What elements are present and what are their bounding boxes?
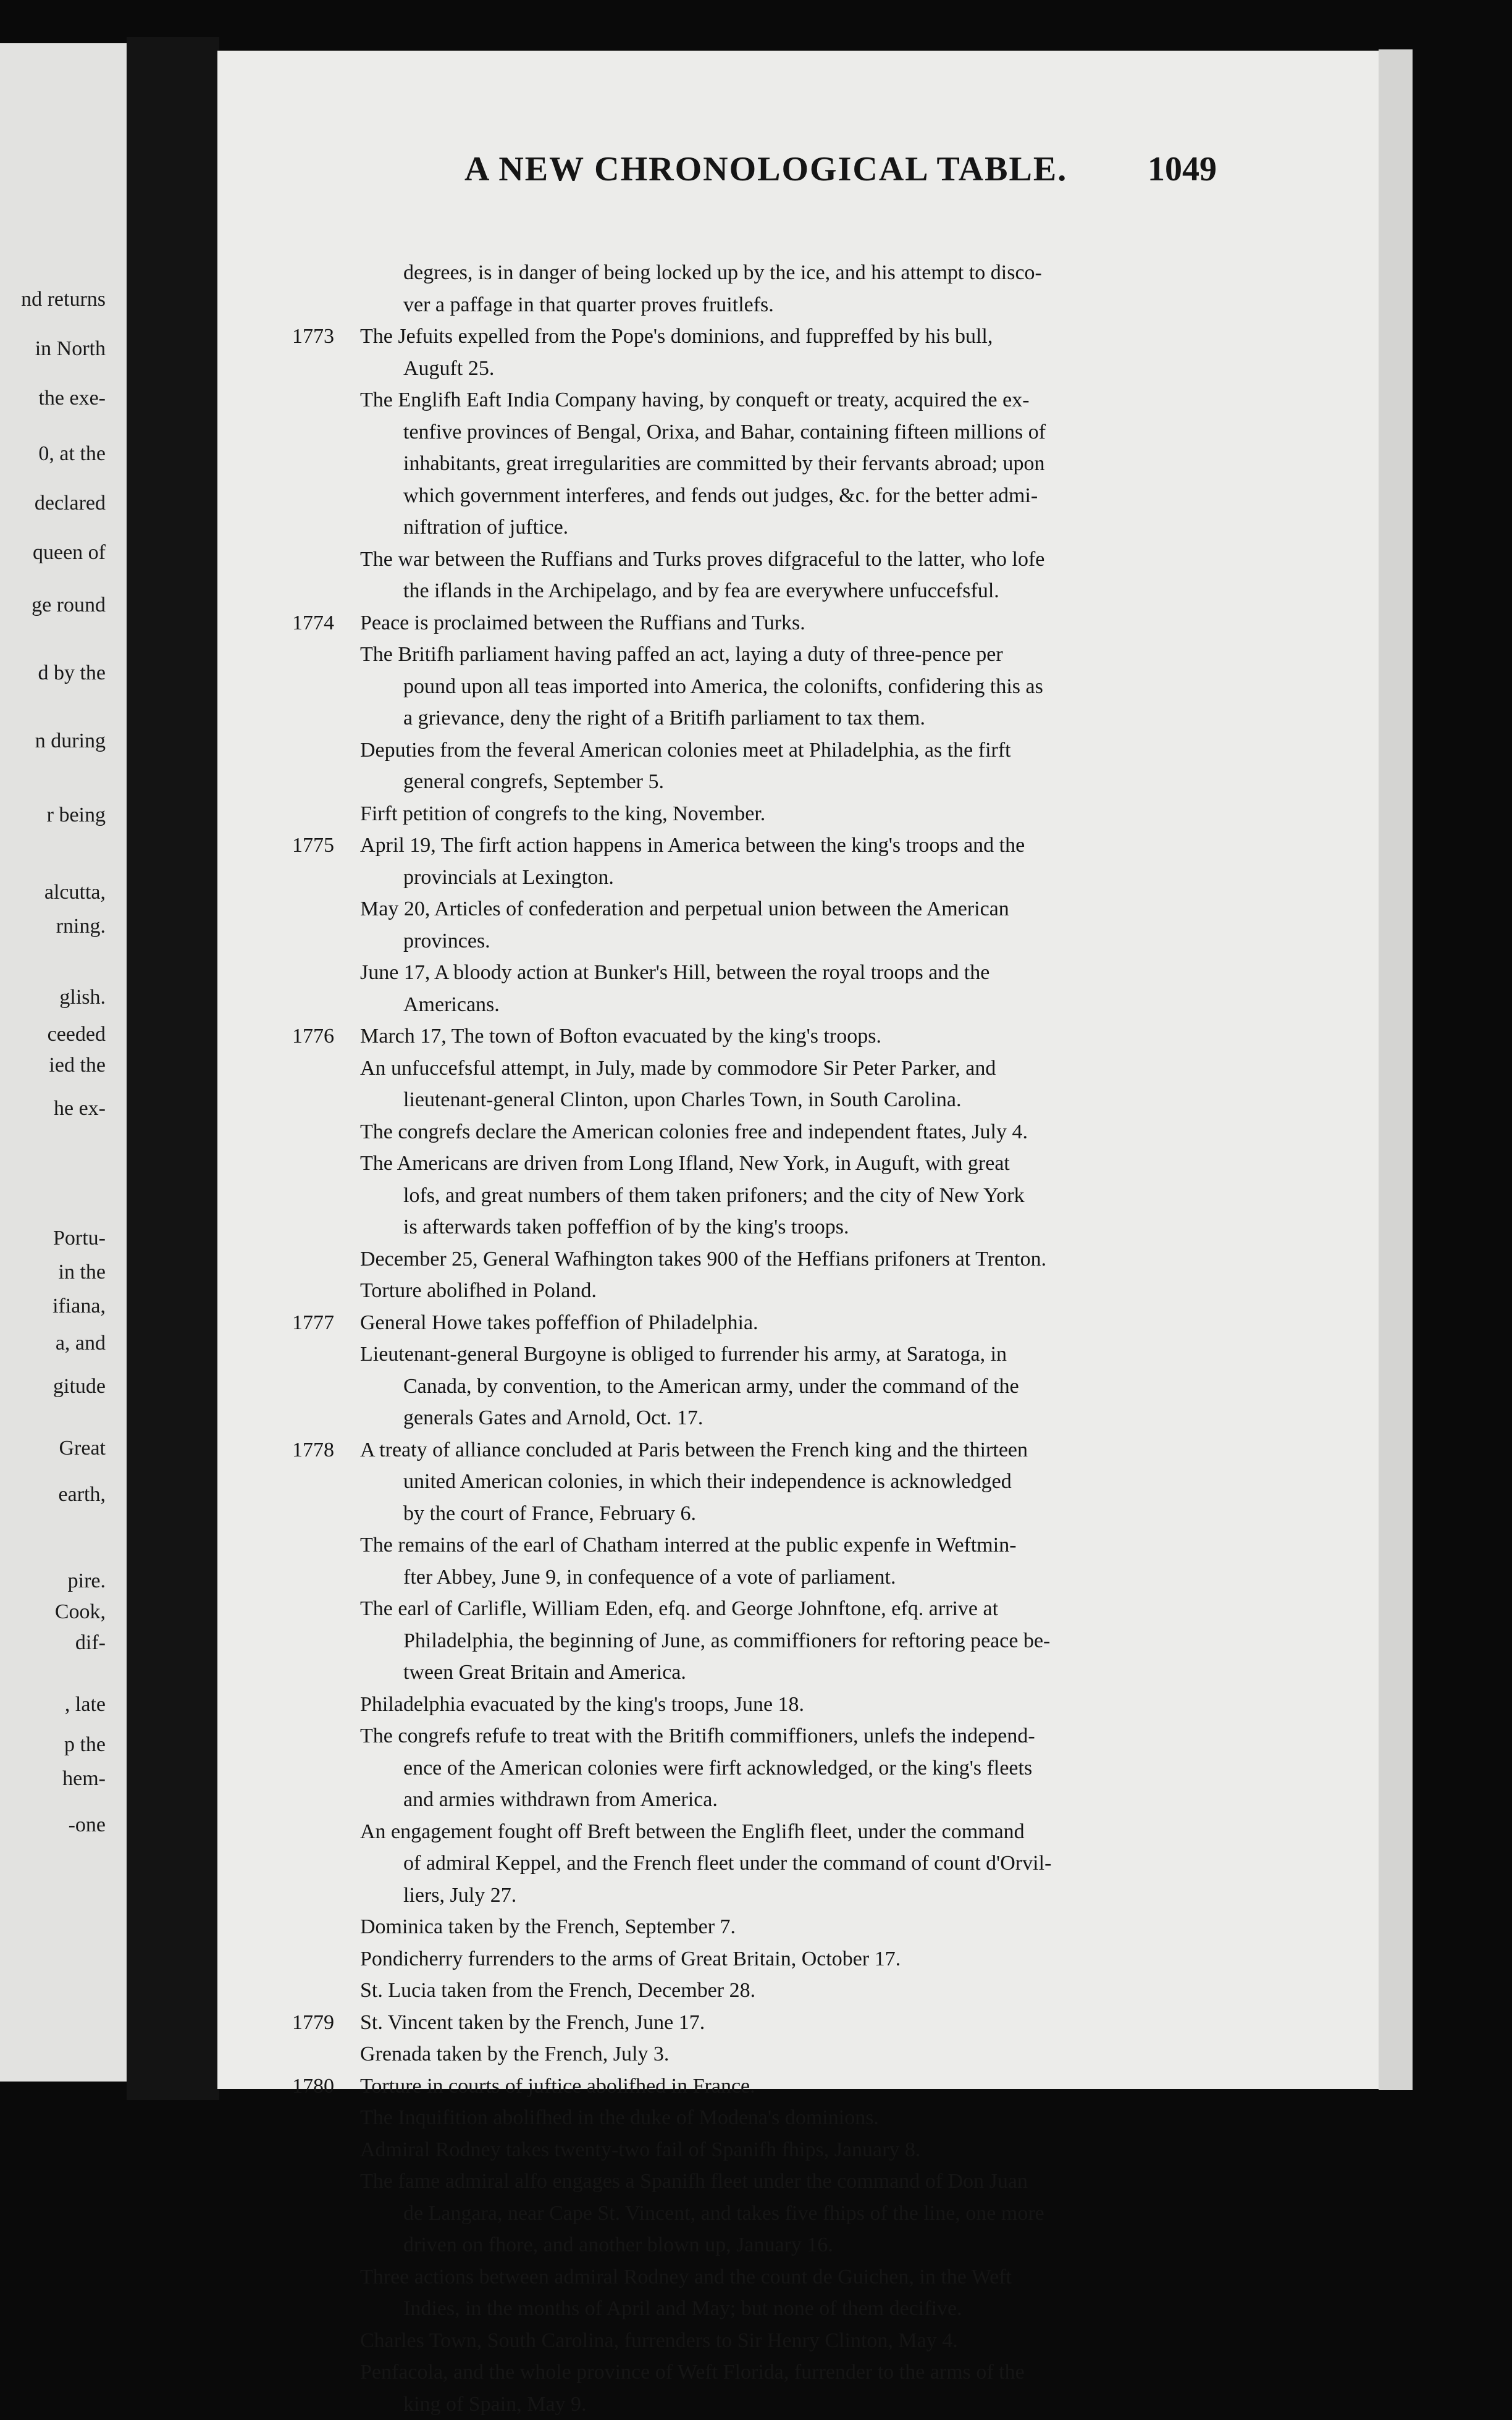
entry-text: lieutenant-general Clinton, upon Charles Town, in South Carolina. — [403, 1084, 962, 1116]
year-label: 1776 — [292, 1020, 334, 1052]
chronology-line — [295, 2261, 1234, 2293]
entry-text: The remains of the earl of Chatham interred at the public expenfe in Weftmin- — [360, 1529, 1017, 1561]
facing-page-text: in North — [35, 337, 106, 361]
entry-text: The congrefs declare the American colonies free and independent ftates, July 4. — [360, 1116, 1028, 1148]
chronology-line — [295, 416, 1234, 448]
facing-page-text: ied the — [49, 1053, 106, 1078]
entry-text: degrees, is in danger of being locked up by the ice, and his attempt to disco- — [403, 257, 1042, 289]
chronology-line — [295, 702, 1234, 734]
entry-text: St. Lucia taken from the French, December 28. — [360, 1975, 755, 2007]
entry-text: Admiral Rodney takes twenty-two fail of Spanifh fhips, January 8. — [360, 2134, 920, 2166]
entry-text: Auguft 25. — [403, 353, 494, 385]
year-label: 1777 — [292, 1307, 334, 1339]
chronology-line — [295, 957, 1234, 989]
chronology-line — [295, 257, 1234, 289]
chronology-line — [295, 2293, 1234, 2325]
facing-page-text: gitude — [53, 1374, 106, 1399]
chronology-line — [295, 1689, 1234, 1721]
facing-page-text: a, and — [56, 1331, 106, 1356]
facing-page-text: rning. — [56, 914, 106, 939]
facing-page-text: queen of — [33, 540, 106, 565]
chronology-line — [295, 2198, 1234, 2230]
year-label: 1775 — [292, 830, 334, 862]
page-number: 1049 — [1148, 149, 1217, 189]
chronology-text — [295, 257, 1234, 2420]
chronology-line — [295, 1657, 1234, 1689]
chronology-line — [295, 734, 1234, 767]
chronology-line — [295, 2166, 1234, 2198]
chronology-line — [295, 1275, 1234, 1307]
chronology-line — [295, 1847, 1234, 1880]
entry-text: The Americans are driven from Long Ifland, New York, in Auguft, with great — [360, 1148, 1010, 1180]
facing-page-text: , late — [65, 1692, 106, 1717]
entry-text: December 25, General Wafhington takes 900 of the Heffians prifoners at Trenton. — [360, 1243, 1046, 1275]
entry-text: tenfive provinces of Bengal, Orixa, and Bahar, containing fifteen millions of — [403, 416, 1046, 448]
chronology-line — [295, 575, 1234, 607]
year-label: 1778 — [292, 1434, 334, 1466]
entry-text: and armies withdrawn from America. — [403, 1784, 718, 1816]
chronology-line — [295, 2134, 1234, 2166]
chronology-line — [295, 1593, 1234, 1625]
facing-page-text: p the — [64, 1733, 106, 1757]
chronology-line — [295, 2070, 1234, 2103]
chronology-line — [295, 321, 1234, 353]
entry-text: June 17, A bloody action at Bunker's Hill, between the royal troops and the — [360, 957, 989, 989]
facing-page-text: n during — [35, 729, 106, 754]
facing-page-text: Cook, — [55, 1600, 106, 1624]
entry-text: Americans. — [403, 989, 500, 1021]
chronology-line — [295, 511, 1234, 544]
chronology-line — [295, 1211, 1234, 1243]
entry-text: Peace is proclaimed between the Ruffians and Turks. — [360, 607, 805, 639]
chronology-line — [295, 1784, 1234, 1816]
facing-page-fragment — [0, 43, 127, 2082]
entry-text: niftration of juftice. — [403, 511, 568, 544]
chronology-line — [295, 607, 1234, 639]
chronology-line — [295, 480, 1234, 512]
entry-text: St. Vincent taken by the French, June 17. — [360, 2007, 705, 2039]
chronology-line — [295, 1371, 1234, 1403]
entry-text: The congrefs refufe to treat with the Britifh commiffioners, unlefs the independ- — [360, 1720, 1035, 1752]
chronology-line — [295, 1975, 1234, 2007]
chronology-line — [295, 798, 1234, 830]
chronology-line — [295, 1880, 1234, 1912]
page-edge — [1379, 49, 1413, 2090]
facing-page-text: glish. — [59, 985, 106, 1010]
entry-text: An unfuccefsful attempt, in July, made by commodore Sir Peter Parker, and — [360, 1052, 996, 1085]
chronology-line — [295, 1720, 1234, 1752]
chronology-line — [295, 1911, 1234, 1943]
facing-page-text: declared — [35, 491, 106, 516]
facing-page-text: nd returns — [21, 287, 106, 312]
entry-text: a grievance, deny the right of a Britifh parliament to tax them. — [403, 702, 925, 734]
entry-text: the iflands in the Archipelago, and by fea are everywhere unfuccefsful. — [403, 575, 999, 607]
entry-text: Three actions between admiral Rodney and the count de Guichen, in the Weft — [360, 2261, 1012, 2293]
entry-text: of admiral Keppel, and the French fleet under the command of count d'Orvil- — [403, 1847, 1051, 1880]
facing-page-text: Great — [59, 1436, 106, 1461]
entry-text: provincials at Lexington. — [403, 862, 614, 894]
chronology-line — [295, 1148, 1234, 1180]
facing-page-text: the exe- — [38, 386, 106, 411]
entry-text: General Howe takes poffeffion of Philadelphia. — [360, 1307, 758, 1339]
chronology-line — [295, 1625, 1234, 1657]
entry-text: The Englifh Eaft India Company having, by conqueft or treaty, acquired the ex- — [360, 384, 1030, 416]
chronology-line — [295, 2102, 1234, 2134]
chronology-line — [295, 289, 1234, 321]
facing-page-text: ge round — [32, 593, 106, 618]
entry-text: king of Spain, May 9. — [403, 2388, 587, 2420]
book-gutter — [127, 37, 219, 2100]
facing-page-text: ceeded — [48, 1022, 106, 1047]
year-label: 1780 — [292, 2070, 334, 2103]
entry-text: A treaty of alliance concluded at Paris between the French king and the thirteen — [360, 1434, 1028, 1466]
entry-text: Torture abolifhed in Poland. — [360, 1275, 597, 1307]
entry-text: pound upon all teas imported into America, the colonifts, confidering this as — [403, 671, 1043, 703]
entry-text: The earl of Carlifle, William Eden, efq. and George Johnftone, efq. arrive at — [360, 1593, 998, 1625]
chronology-line — [295, 1466, 1234, 1498]
year-label: 1774 — [292, 607, 334, 639]
facing-page-text: ifiana, — [52, 1294, 106, 1319]
chronology-line — [295, 1816, 1234, 1848]
entry-text: liers, July 27. — [403, 1880, 516, 1912]
chronology-line — [295, 1529, 1234, 1561]
year-label: 1779 — [292, 2007, 334, 2039]
entry-text: Lieutenant-general Burgoyne is obliged to furrender his army, at Saratoga, in — [360, 1338, 1007, 1371]
entry-text: tween Great Britain and America. — [403, 1657, 686, 1689]
entry-text: ver a paffage in that quarter proves fruitlefs. — [403, 289, 774, 321]
page-header — [230, 149, 1217, 201]
entry-text: Indies, in the months of April and May; but none of them decifive. — [403, 2293, 962, 2325]
entry-text: Pondicherry furrenders to the arms of Great Britain, October 17. — [360, 1943, 901, 1975]
entry-text: Philadelphia evacuated by the king's troops, June 18. — [360, 1689, 804, 1721]
chronology-line — [295, 1943, 1234, 1975]
chronology-line — [295, 353, 1234, 385]
chronology-line — [295, 1116, 1234, 1148]
chronology-line — [295, 2007, 1234, 2039]
facing-page-text: dif- — [75, 1631, 106, 1655]
entry-text: which government interferes, and fends out judges, &c. for the better admi- — [403, 480, 1038, 512]
chronology-line — [295, 1307, 1234, 1339]
chronology-line — [295, 2229, 1234, 2261]
chronology-line — [295, 1052, 1234, 1085]
facing-page-text: pire. — [68, 1569, 106, 1594]
chronology-line — [295, 1243, 1234, 1275]
chronology-line — [295, 448, 1234, 480]
entry-text: Penfacola, and the whole province of Weft Florida, furrender to the arms of the — [360, 2356, 1025, 2388]
entry-text: The Britifh parliament having paffed an act, laying a duty of three-pence per — [360, 639, 1003, 671]
chronology-line — [295, 893, 1234, 925]
entry-text: united American colonies, in which their independence is acknowledged — [403, 1466, 1012, 1498]
entry-text: by the court of France, February 6. — [403, 1498, 696, 1530]
facing-page-text: -one — [69, 1813, 106, 1838]
chronology-line — [295, 2356, 1234, 2388]
entry-text: May 20, Articles of confederation and perpetual union between the American — [360, 893, 1009, 925]
facing-page-text: earth, — [59, 1482, 106, 1507]
entry-text: An engagement fought off Breft between the Englifh fleet, under the command — [360, 1816, 1025, 1848]
chronology-line — [295, 1402, 1234, 1434]
entry-text: Torture in courts of juftice abolifhed in France. — [360, 2070, 755, 2103]
year-label: 1773 — [292, 321, 334, 353]
entry-text: The Inquifition abolifhed in the duke of Modena's dominions. — [360, 2102, 879, 2134]
entry-text: Dominica taken by the French, September 7. — [360, 1911, 736, 1943]
chronology-line — [295, 1498, 1234, 1530]
chronology-line — [295, 544, 1234, 576]
entry-text: The war between the Ruffians and Turks proves difgraceful to the latter, who lofe — [360, 544, 1044, 576]
entry-text: fter Abbey, June 9, in confequence of a vote of parliament. — [403, 1561, 896, 1594]
chronology-line — [295, 639, 1234, 671]
chronology-line — [295, 2038, 1234, 2070]
facing-page-text: 0, at the — [38, 442, 106, 466]
facing-page-text: in the — [59, 1260, 106, 1285]
entry-text: The fame admiral alfo engages a Spanifh fleet under the command of Don Juan — [360, 2166, 1028, 2198]
entry-text: The Jefuits expelled from the Pope's dominions, and fuppreffed by his bull, — [360, 321, 993, 353]
facing-page-text: alcutta, — [44, 880, 106, 905]
chronology-line — [295, 1434, 1234, 1466]
running-title: A NEW CHRONOLOGICAL TABLE. — [464, 149, 1067, 189]
entry-text: provinces. — [403, 925, 490, 957]
chronology-line — [295, 862, 1234, 894]
chronology-line — [295, 1338, 1234, 1371]
facing-page-text: r being — [47, 803, 106, 828]
facing-page-text: hem- — [62, 1767, 106, 1791]
chronology-line — [295, 1020, 1234, 1052]
chronology-line — [295, 1180, 1234, 1212]
chronology-line — [295, 671, 1234, 703]
entry-text: Grenada taken by the French, July 3. — [360, 2038, 669, 2070]
entry-text: general congrefs, September 5. — [403, 766, 664, 798]
entry-text: inhabitants, great irregularities are committed by their fervants abroad; upon — [403, 448, 1045, 480]
chronology-line — [295, 1561, 1234, 1594]
entry-text: ence of the American colonies were firft acknowledged, or the king's fleets — [403, 1752, 1032, 1784]
entry-text: March 17, The town of Bofton evacuated by the king's troops. — [360, 1020, 881, 1052]
chronology-line — [295, 766, 1234, 798]
chronology-line — [295, 2388, 1234, 2420]
chronology-line — [295, 925, 1234, 957]
facing-page-text: d by the — [38, 661, 106, 686]
entry-text: Deputies from the feveral American colonies meet at Philadelphia, as the firft — [360, 734, 1011, 767]
chronology-line — [295, 830, 1234, 862]
chronology-line — [295, 1084, 1234, 1116]
entry-text: Canada, by convention, to the American army, under the command of the — [403, 1371, 1019, 1403]
facing-page-text: he ex- — [54, 1096, 106, 1121]
chronology-line — [295, 1752, 1234, 1784]
entry-text: April 19, The firft action happens in America between the king's troops and the — [360, 830, 1025, 862]
entry-text: Philadelphia, the beginning of June, as commiffioners for reftoring peace be- — [403, 1625, 1050, 1657]
entry-text: driven on fhore, and another blown up, January 16. — [403, 2229, 833, 2261]
entry-text: de Langara, near Cape St. Vincent, and takes five fhips of the line, one more — [403, 2198, 1044, 2230]
chronology-line — [295, 384, 1234, 416]
chronology-line — [295, 989, 1234, 1021]
entry-text: generals Gates and Arnold, Oct. 17. — [403, 1402, 703, 1434]
entry-text: lofs, and great numbers of them taken prifoners; and the city of New York — [403, 1180, 1025, 1212]
entry-text: Charles Town, South Carolina, furrenders to Sir Henry Clinton, May 4. — [360, 2325, 958, 2357]
chronology-line — [295, 2325, 1234, 2357]
entry-text: Firft petition of congrefs to the king, November. — [360, 798, 765, 830]
entry-text: is afterwards taken poffeffion of by the king's troops. — [403, 1211, 849, 1243]
facing-page-text: Portu- — [53, 1226, 106, 1251]
